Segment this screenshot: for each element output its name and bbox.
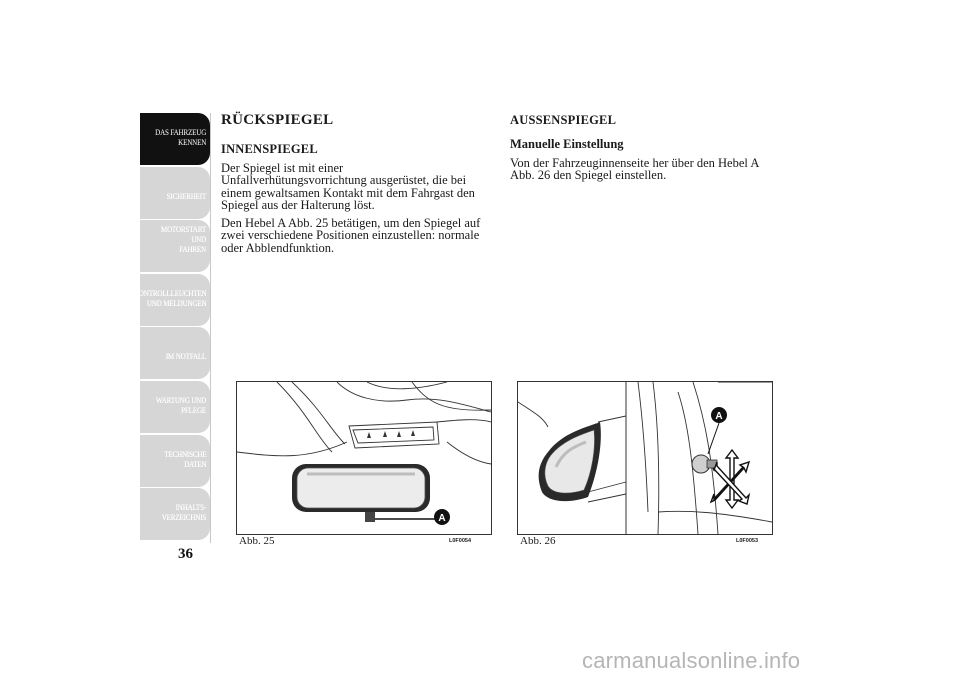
page-number: 36 <box>178 546 193 562</box>
sidebar-divider <box>210 113 211 543</box>
paragraph: Den Hebel A Abb. 25 betätigen, um den Spiegel auf zwei verschiedene Positionen einzustellen: normale oder Abblendfunktion. <box>221 216 481 255</box>
paragraph: Der Spiegel ist mit einer Unfallverhütungsvorrichtung ausgerüstet, die bei einem gewaltsamen Kontakt mit dem Fahrgast den Spiegel aus der Halterung löst. <box>221 161 475 212</box>
tab-im-notfall[interactable] <box>140 327 210 379</box>
tab-inhaltsverzeichnis[interactable] <box>140 488 210 540</box>
tab-das-fahrzeug-kennen[interactable] <box>140 113 210 165</box>
figure-caption: Abb. 26 <box>520 535 556 547</box>
paragraph: Von der Fahrzeuginnenseite her über den Hebel A Abb. 26 den Spiegel einstellen. <box>510 156 759 183</box>
chapter-tabs <box>133 113 210 542</box>
figure-code: L0F0053 <box>736 538 759 544</box>
tab-technische-daten[interactable] <box>140 435 210 487</box>
tab-label: IM NOTFALL <box>165 351 206 362</box>
right-column <box>510 112 775 188</box>
tab-label: MOTORSTART UND FAHREN <box>160 224 206 255</box>
figure-interior-mirror <box>236 381 492 535</box>
tab-label: DAS FAHRZEUG KENNEN <box>155 127 206 147</box>
adjust-arrows-icon <box>711 450 749 508</box>
watermark: carmanualsonline.info <box>582 648 801 673</box>
interior-mirror-illustration <box>237 382 491 534</box>
left-column <box>221 112 486 260</box>
tab-motorstart-und-fahren[interactable] <box>140 220 210 272</box>
subsection-title: AUSSENSPIEGEL <box>510 113 617 127</box>
tab-label: INHALTS- VERZEICHNIS <box>161 502 206 523</box>
tab-wartung-und-pflege[interactable] <box>140 381 210 433</box>
marker-a: A <box>715 411 723 422</box>
tab-sicherheit[interactable] <box>140 167 210 219</box>
tab-kontrollleuchten[interactable] <box>133 274 210 326</box>
heading: Manuelle Einstellung <box>510 137 624 151</box>
marker-a: A <box>438 513 446 524</box>
section-title: RÜCKSPIEGEL <box>221 112 334 128</box>
tab-label: WARTUNG UND PFLEGE <box>155 394 206 415</box>
tab-label: TECHNISCHE DATEN <box>163 448 206 469</box>
subsection-title: INNENSPIEGEL <box>221 142 318 156</box>
figure-exterior-mirror <box>517 381 773 535</box>
tab-label: KONTROLLLEUCHTEN UND MELDUNGEN <box>133 287 206 308</box>
figure-code: L0F0054 <box>449 538 472 544</box>
tab-label: SICHERHEIT <box>166 190 206 201</box>
figure-caption: Abb. 25 <box>239 535 275 547</box>
exterior-mirror-illustration <box>518 382 772 534</box>
